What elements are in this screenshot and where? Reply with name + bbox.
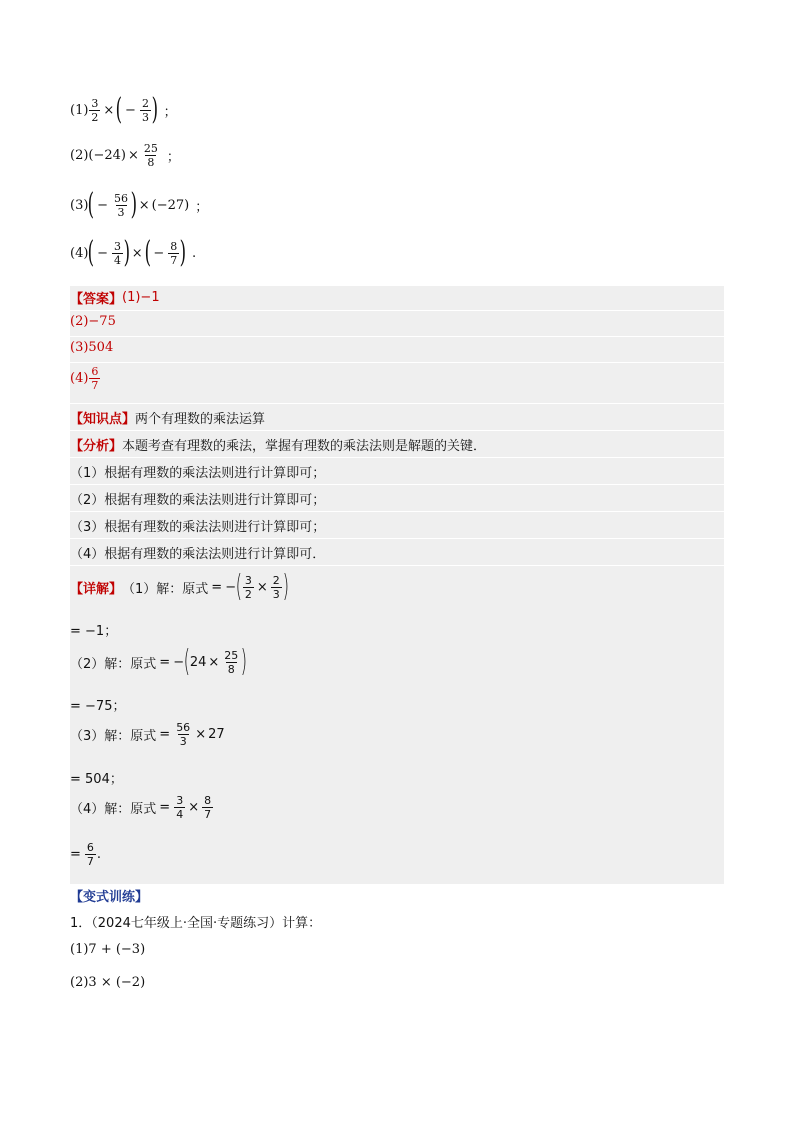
answer-line-4: (4) $\frac{6}{7}$ [70,365,99,392]
detail-result-1: = −1； [70,624,118,639]
fraction: $\frac{25}{8}$ [224,648,239,676]
variant-part-2: (2)3 × (−2) [70,975,146,990]
detail-step-3: （3）解：原式 = $\frac{56}{3}$ × 27 [70,721,225,748]
analysis-item: （2）根据有理数的乘法法则进行计算即可； [70,493,326,508]
analysis-item: （3）根据有理数的乘法法则进行计算即可； [70,520,326,535]
fraction: $\frac{2}{3}$ [272,573,280,601]
variant-part-1: (1)7 + (−3) [70,942,146,957]
problem-3: (3) ( − $\frac{56}{3}$ ) × (−27) ； [70,187,209,222]
analysis-item: （4）根据有理数的乘法法则进行计算即可． [70,547,326,562]
fraction: $\frac{8}{7}$ [170,239,178,267]
knowledge-line: 【知识点】 两个有理数的乘法运算 [70,408,265,427]
fraction: $\frac{56}{3}$ [176,721,191,748]
detail-result-3: = 504； [70,772,123,787]
answer-tag: 【答案】 [70,292,123,307]
fraction: $\frac{3}{2}$ [244,573,252,601]
fraction: $\frac{25}{8}$ [143,142,158,169]
fraction: $\frac{6}{7}$ [91,365,99,392]
answer-line-3: (3)504 [70,340,114,355]
answer-line-1: 【答案】 (1)−1 [70,290,160,307]
fraction: $\frac{6}{7}$ [86,841,94,868]
problem-label: (1) [70,102,89,118]
detail-result-4: = $\frac{6}{7}$ . [70,841,102,868]
detail-tag: 【详解】 [70,581,123,597]
answer-line-2: (2)−75 [70,314,116,329]
problem-1: (1) $\frac{3}{2}$ × ( − $\frac{2}{3}$ ) ； [70,92,177,127]
knowledge-tag: 【知识点】 [70,412,136,427]
detail-result-2: = −75； [70,699,126,714]
analysis-tag: 【分析】 [70,439,123,454]
fraction: $\frac{56}{3}$ [114,191,129,219]
fraction: $\frac{3}{4}$ [176,794,184,821]
detail-step-2: （2）解：原式 = − ( 24 × $\frac{25}{8}$ ) [70,644,248,679]
fraction: $\frac{3}{2}$ [91,96,99,124]
detail-step-1: 【详解】 （1）解：原式 = − ( $\frac{3}{2}$ × $\frac{2}{3}$ ) [70,569,289,604]
fraction: $\frac{3}{4}$ [114,239,122,267]
variant-question: 1．（2024七年级上·全国·专题练习）计算： [70,916,322,931]
variant-heading: 【变式训练】 [70,890,149,905]
fraction: $\frac{2}{3}$ [141,96,149,124]
analysis-line: 【分析】 本题考查有理数的乘法，掌握有理数的乘法法则是解题的关键． [70,435,486,454]
problem-4: (4) ( − $\frac{3}{4}$ ) × ( − $\frac{8}{7}$ ) . [70,235,197,270]
analysis-item: （1）根据有理数的乘法法则进行计算即可； [70,466,326,481]
problem-2: (2) (−24) × $\frac{25}{8}$ ； [70,142,180,169]
fraction: $\frac{8}{7}$ [204,794,212,821]
detail-step-4: （4）解：原式 = $\frac{3}{4}$ × $\frac{8}{7}$ [70,794,212,821]
